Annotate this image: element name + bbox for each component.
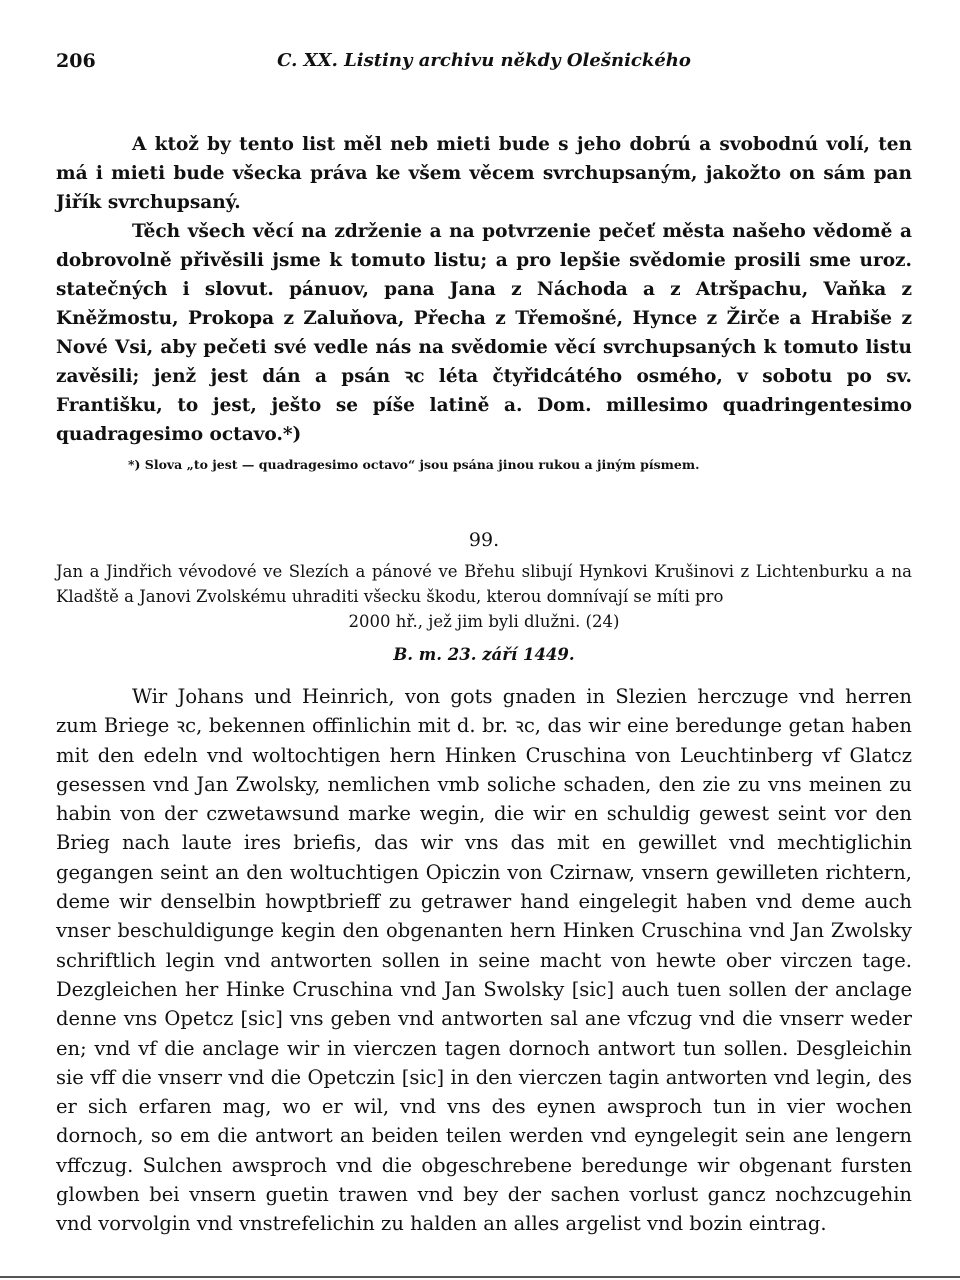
book-page	[56, 44, 912, 1239]
page-number: 206	[56, 50, 96, 72]
running-head: C. XX. Listiny archivu někdy Olešnického	[277, 50, 691, 71]
document-date: B. m. 23. září 1449.	[393, 645, 575, 664]
paragraph-closing-clause: A ktož by tento list měl neb mieti bude s jeho dobrú a svobodnú volí, ten má i mieti bude všecka práva ke všem věcem svrchupsaným, jakožto on sám pan Jiřík svrchupsaný.	[56, 134, 912, 213]
paragraph-sealing-clause: Těch všech věcí na zdrženie a na potvrzenie pečeť města našeho vědomě a dobrovolně přivěsili jsme k tomuto listu; a pro lepšie svědomie prosili sme uroz. statečných i slovut. pánuov, pana Jana z Náchoda a z Atršpachu, Vaňka z Kněžmostu, Prokopa z Zaluňova, Přecha z Třemošné, Hynce z Žirče a Hrabiše z Nové Vsi, aby pečeti své vedle nás na svědomie věcí svrchupsaných k tomuto listu zavěsili; jenž jest dán a psán ꝛc léta čtyřidcátého osmého, v sobotu po sv. Františku, to jest, ješto se píše latině a. Dom. millesimo quadringentesimo quadragesimo octavo.*)	[56, 221, 912, 445]
footnote: *) Slova „to jest — quadragesimo octavo“ jsou psána jinou rukou a jiným písmem.	[128, 457, 700, 472]
scan-bottom-edge	[0, 1276, 960, 1278]
document-number: 99.	[468, 529, 500, 551]
regest-text: Jan a Jindřich vévodové ve Slezích a pánové ve Břehu slibují Hynkovi Krušinovi z Lichtenburku a na Kladště a Janovi Zvolskému uhraditi všecku škodu, kterou domnívají se míti pro	[56, 562, 912, 606]
document-text: Wir Johans und Heinrich, von gots gnaden in Slezien herczuge vnd herren zum Briege ꝛc, bekennen offinlichin mit d. br. ꝛc, das wir eine beredunge getan haben mit den edeln vnd woltochtigen hern Hinken Cruschina von Leuchtinberg vf Glatcz gesessen vnd Jan Zwolsky, nemlichen vmb soliche schaden, den zie zu vns meinen zu habin von der czwetawsund marke wegin, die wir en schuldig gewest seint vor den Brieg nach laute ires briefis, das wir vns das mit en gewillet vnd mechtiglichin gegangen seint an den woltuchtigen Opiczin von Czirnaw, vnsern gewilleten richtern, deme wir denselbin howptbrieff zu getrawer hand eingelegit haben vnd deme auch vnser beschuldigunge kegin den obgenanten hern Hinken Cruschina vnd Jan Zwolsky schriftlich legin vnd antworten sollen in seine macht von hewte ober virczen tage. Dezgleichen her Hinke Cruschina vnd Jan Swolsky [sic] auch tuen sollen der anclage denne vns Opetcz [sic] vns geben vnd antworten sal ane vfczug vnd die vnserr weder en; vnd vf die anclage wir in vierczen tagen dornoch antwort tun sollen. Desgleichin sie vff die vnserr vnd die Opetczin [sic] in den vierczen tagin antworten vnd legin, des er sich erfaren mag, wo er wil, vnd vns des eynen awsproch tun in vier wochen dornoch, so em die antwort an beiden teilen werden vnd eyngelegit sein ane lengern vffczug. Sulchen awsproch vnd die obgeschrebene beredunge wir obgenant fursten glowben bei vnsern guetin trawen vnd bey der sachen vorlust gancz nochzcugehin vnd vorvolgin vnd vnstrefelichin zu halden an alles argelist vnd bozin eintrag.	[56, 685, 912, 1236]
document-regest	[56, 559, 912, 634]
regest-text-last-line: 2000 hř., jež jim byli dlužni. (24)	[348, 612, 620, 631]
page-header	[56, 44, 912, 78]
previous-document-ending	[56, 130, 912, 449]
